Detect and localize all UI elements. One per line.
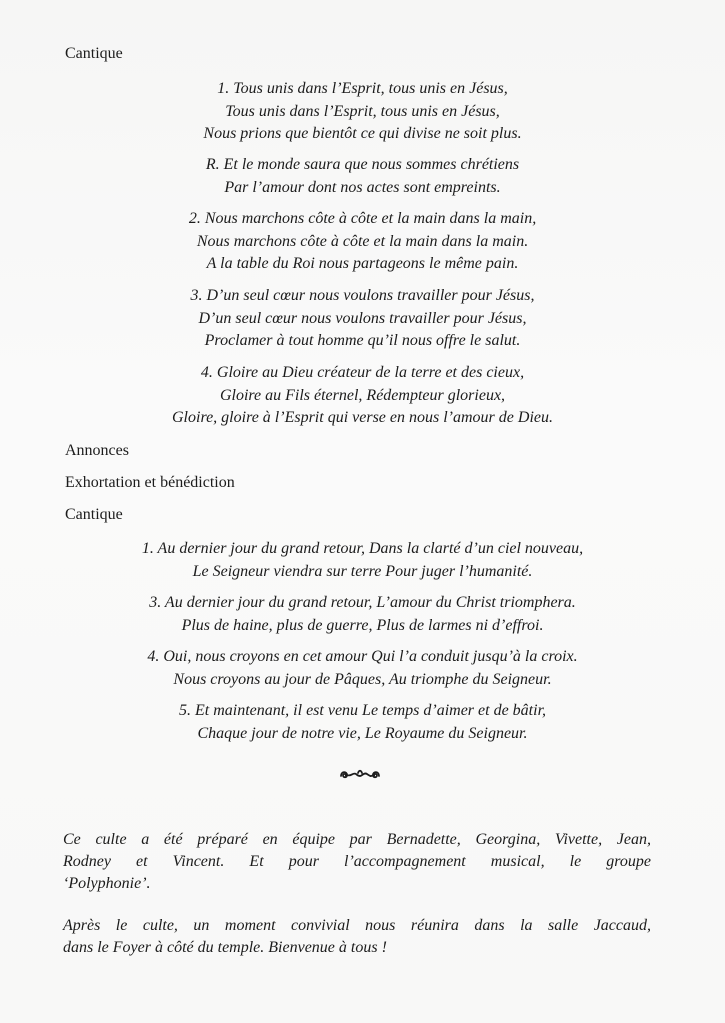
flourish-ornament-icon: [338, 766, 382, 782]
verse-line: Gloire, gloire à l’Esprit qui verse en nous l’amour de Dieu.: [172, 409, 553, 426]
verse-line: Proclamer à tout homme qu’il nous offre le salut.: [204, 332, 521, 349]
hymn-verse-1: [0, 78, 725, 146]
verse-line: 5. Et maintenant, il est venu Le temps d’aimer et de bâtir,: [178, 702, 547, 719]
hymn-verse-2: [0, 208, 725, 276]
verse-line: 1. Tous unis dans l’Esprit, tous unis en Jésus,: [217, 80, 508, 97]
verse-line: R. Et le monde saura que nous sommes chrétiens: [205, 156, 520, 173]
verse-line: Le Seigneur viendra sur terre Pour juger l’humanité.: [192, 562, 533, 580]
hymn-refrain: [0, 154, 725, 199]
paragraph-line: Rodney et Vincent. Et pour l’accompagnement musical, le groupe: [63, 853, 651, 870]
hymn2-verse-5: [0, 700, 725, 745]
paragraph-line: Ce culte a été préparé en équipe par Bernadette, Georgina, Vivette, Jean,: [63, 831, 651, 848]
paragraph-line: dans le Foyer à côté du temple. Bienvenue à tous !: [63, 939, 387, 956]
verse-line: Nous prions que bientôt ce qui divise ne soit plus.: [203, 125, 522, 142]
hymn2-verse-1: [0, 538, 725, 583]
section-heading-cantique-1: Cantique: [65, 45, 123, 62]
verse-line: 3. Au dernier jour du grand retour, L’amour du Christ triomphera.: [149, 594, 576, 611]
reception-paragraph: [63, 915, 651, 959]
verse-line: 4. Oui, nous croyons en cet amour Qui l’a conduit jusqu’à la croix.: [147, 648, 578, 665]
verse-line: 1. Au dernier jour du grand retour, Dans la clarté d’un ciel nouveau,: [141, 540, 584, 557]
hymn-verse-4: [0, 362, 725, 430]
verse-line: A la table du Roi nous partageons le même pain.: [206, 255, 519, 272]
hymn-verse-3: [0, 285, 725, 353]
credits-paragraph: [63, 829, 651, 895]
verse-line: Tous unis dans l’Esprit, tous unis en Jésus,: [225, 102, 500, 120]
verse-line: D’un seul cœur nous voulons travailler pour Jésus,: [198, 309, 527, 327]
paragraph-line: ‘Polyphonie’.: [63, 875, 151, 892]
hymn2-verse-3: [0, 592, 725, 637]
section-heading-cantique-2: Cantique: [65, 506, 123, 523]
hymn2-verse-4: [0, 646, 725, 691]
verse-line: Chaque jour de notre vie, Le Royaume du Seigneur.: [197, 724, 528, 742]
section-heading-exhortation: Exhortation et bénédiction: [65, 474, 235, 491]
verse-line: Plus de haine, plus de guerre, Plus de larmes ni d’effroi.: [181, 616, 544, 634]
verse-line: Gloire au Fils éternel, Rédempteur glorieux,: [219, 386, 506, 404]
verse-line: 4. Gloire au Dieu créateur de la terre et des cieux,: [200, 364, 525, 381]
verse-line: 2. Nous marchons côte à côte et la main dans la main,: [188, 210, 537, 227]
verse-line: Nous croyons au jour de Pâques, Au triomphe du Seigneur.: [173, 670, 552, 688]
verse-line: Nous marchons côte à côte et la main dans la main.: [196, 232, 529, 250]
verse-line: Par l’amour dont nos actes sont empreints.: [224, 178, 501, 196]
paragraph-line: Après le culte, un moment convivial nous réunira dans la salle Jaccaud,: [63, 917, 651, 934]
verse-line: 3. D’un seul cœur nous voulons travailler pour Jésus,: [190, 287, 535, 304]
section-heading-annonces: Annonces: [65, 442, 129, 459]
